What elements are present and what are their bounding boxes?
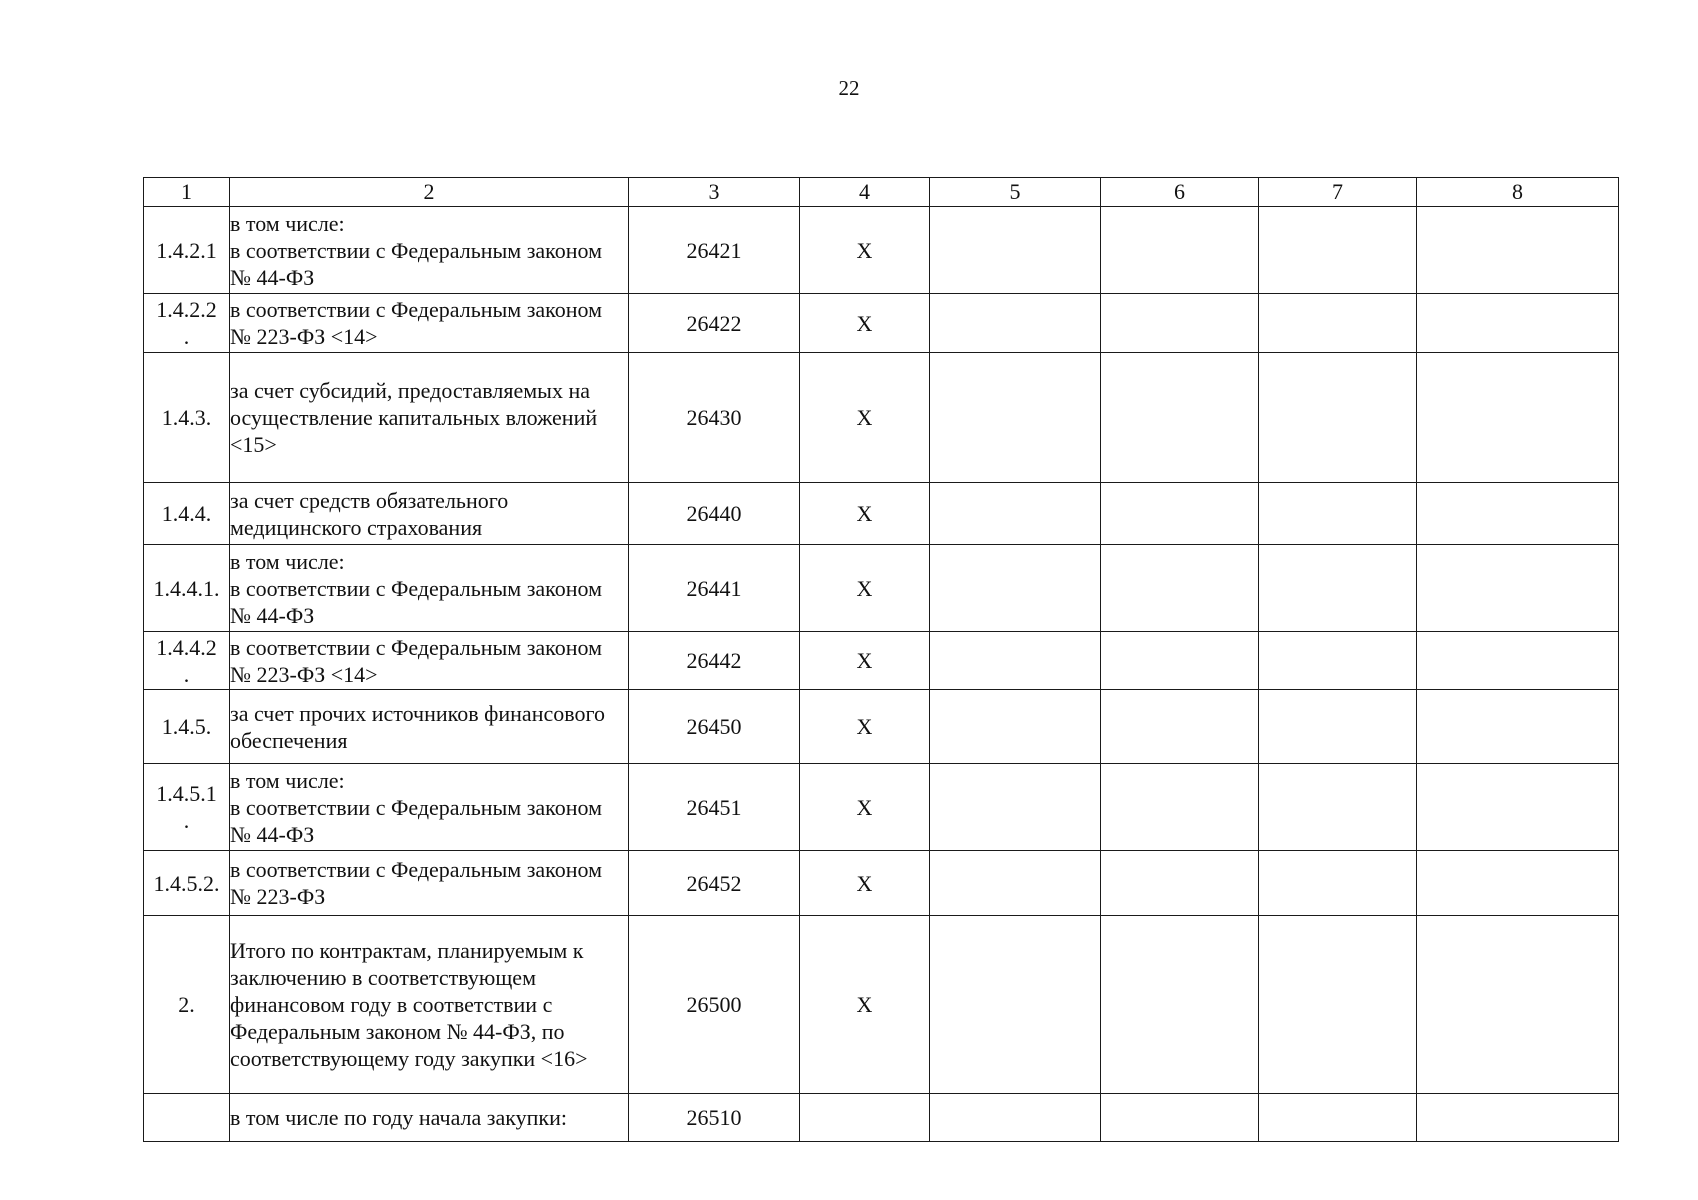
row-name: Итого по контрактам, планируемым к заключению в соответствующем финансовом году в соответствии с Федеральным законом № 44-ФЗ, по соответствующему году закупки <16> — [230, 916, 629, 1094]
row-name: за счет средств обязательного медицинского страхования — [230, 483, 629, 545]
row-number: 1.4.2.1 — [156, 237, 217, 263]
column-header-2: 2 — [230, 178, 629, 207]
row-number: 1.4.4.1. — [153, 575, 220, 601]
row-name: в соответствии с Федеральным законом № 223-ФЗ — [230, 851, 629, 916]
table-cell — [1417, 207, 1619, 294]
row-mark: X — [800, 207, 930, 294]
row-number: 1.4.4.2 . — [156, 634, 217, 687]
table-row — [144, 483, 1619, 545]
row-name: в соответствии с Федеральным законом № 223-ФЗ <14> — [230, 632, 629, 690]
row-number: 1.4.3. — [161, 405, 212, 430]
table-cell — [1101, 764, 1259, 851]
table-cell — [1101, 545, 1259, 632]
row-code: 26451 — [629, 764, 800, 851]
row-code: 26441 — [629, 545, 800, 632]
column-header-8: 8 — [1417, 178, 1619, 207]
row-code: 26500 — [629, 916, 800, 1094]
row-mark: X — [800, 632, 930, 690]
table-row — [144, 764, 1619, 851]
table-cell — [1101, 690, 1259, 764]
row-code: 26510 — [629, 1094, 800, 1142]
table-cell — [930, 1094, 1101, 1142]
row-number: 2. — [178, 992, 195, 1017]
table-cell — [1417, 1094, 1619, 1142]
table-cell — [1101, 483, 1259, 545]
table-cell — [1101, 851, 1259, 916]
table-cell — [1101, 353, 1259, 483]
table-cell — [1417, 764, 1619, 851]
table-cell — [930, 483, 1101, 545]
column-header-4: 4 — [800, 178, 930, 207]
row-code: 26422 — [629, 294, 800, 353]
table-cell — [1259, 294, 1417, 353]
row-mark: X — [800, 353, 930, 483]
table-cell — [930, 632, 1101, 690]
row-mark: X — [800, 690, 930, 764]
page-number: 22 — [838, 76, 860, 100]
row-code: 26450 — [629, 690, 800, 764]
row-mark: X — [800, 483, 930, 545]
table-cell — [1259, 916, 1417, 1094]
table-row — [144, 294, 1619, 353]
table-cell — [1417, 545, 1619, 632]
table-cell — [1259, 690, 1417, 764]
table-cell — [930, 916, 1101, 1094]
table-row — [144, 851, 1619, 916]
table-row — [144, 690, 1619, 764]
row-mark: X — [800, 545, 930, 632]
row-name: за счет субсидий, предоставляемых на осуществление капитальных вложений <15> — [230, 353, 629, 483]
table-cell — [1101, 632, 1259, 690]
row-mark: X — [800, 294, 930, 353]
header-row — [144, 178, 1619, 207]
table-row — [144, 916, 1619, 1094]
table-cell — [1101, 294, 1259, 353]
column-header-7: 7 — [1259, 178, 1417, 207]
row-name: в том числе: в соответствии с Федеральным законом № 44-ФЗ — [230, 764, 629, 851]
table-row — [144, 1094, 1619, 1142]
table-cell — [930, 207, 1101, 294]
row-mark: X — [800, 851, 930, 916]
table-cell — [1259, 353, 1417, 483]
table-cell — [1417, 632, 1619, 690]
table-cell — [1417, 353, 1619, 483]
table-row — [144, 207, 1619, 294]
table-row — [144, 353, 1619, 483]
table-cell — [930, 851, 1101, 916]
table-cell — [1259, 483, 1417, 545]
row-number: 1.4.5. — [161, 714, 212, 739]
table-cell — [1417, 851, 1619, 916]
table-cell — [1259, 632, 1417, 690]
column-header-3: 3 — [629, 178, 800, 207]
row-name: в том числе: в соответствии с Федеральным законом № 44-ФЗ — [230, 207, 629, 294]
table-row — [144, 545, 1619, 632]
row-name: за счет прочих источников финансового обеспечения — [230, 690, 629, 764]
table-cell — [1259, 851, 1417, 916]
row-number: 1.4.2.2 . — [156, 297, 217, 349]
plan-table — [143, 177, 1619, 1142]
table-cell — [1259, 764, 1417, 851]
row-number: 1.4.4. — [161, 501, 212, 526]
table-cell — [1101, 916, 1259, 1094]
row-code: 26442 — [629, 632, 800, 690]
table-cell — [930, 690, 1101, 764]
table-cell — [1259, 207, 1417, 294]
row-code: 26430 — [629, 353, 800, 483]
table-row — [144, 632, 1619, 690]
table-cell — [1417, 690, 1619, 764]
table-cell — [930, 353, 1101, 483]
row-number: 1.4.5.2. — [153, 870, 220, 896]
table-cell — [1417, 483, 1619, 545]
row-number: 1.4.5.1 . — [156, 781, 217, 833]
table-cell — [930, 545, 1101, 632]
column-header-6: 6 — [1101, 178, 1259, 207]
row-name: в том числе: в соответствии с Федеральным законом № 44-ФЗ — [230, 545, 629, 632]
row-mark: X — [800, 916, 930, 1094]
row-code: 26421 — [629, 207, 800, 294]
table-cell — [1417, 294, 1619, 353]
row-mark: X — [800, 764, 930, 851]
table-cell — [1259, 545, 1417, 632]
table-cell — [1417, 916, 1619, 1094]
row-code: 26440 — [629, 483, 800, 545]
row-code: 26452 — [629, 851, 800, 916]
table-cell — [1101, 1094, 1259, 1142]
table-cell — [1101, 207, 1259, 294]
row-mark — [800, 1094, 930, 1142]
row-name: в соответствии с Федеральным законом № 223-ФЗ <14> — [230, 294, 629, 353]
row-name: в том числе по году начала закупки: — [230, 1094, 629, 1142]
table-cell — [1259, 1094, 1417, 1142]
table-cell — [930, 294, 1101, 353]
table-cell — [930, 764, 1101, 851]
column-header-5: 5 — [930, 178, 1101, 207]
column-header-1: 1 — [144, 178, 230, 207]
